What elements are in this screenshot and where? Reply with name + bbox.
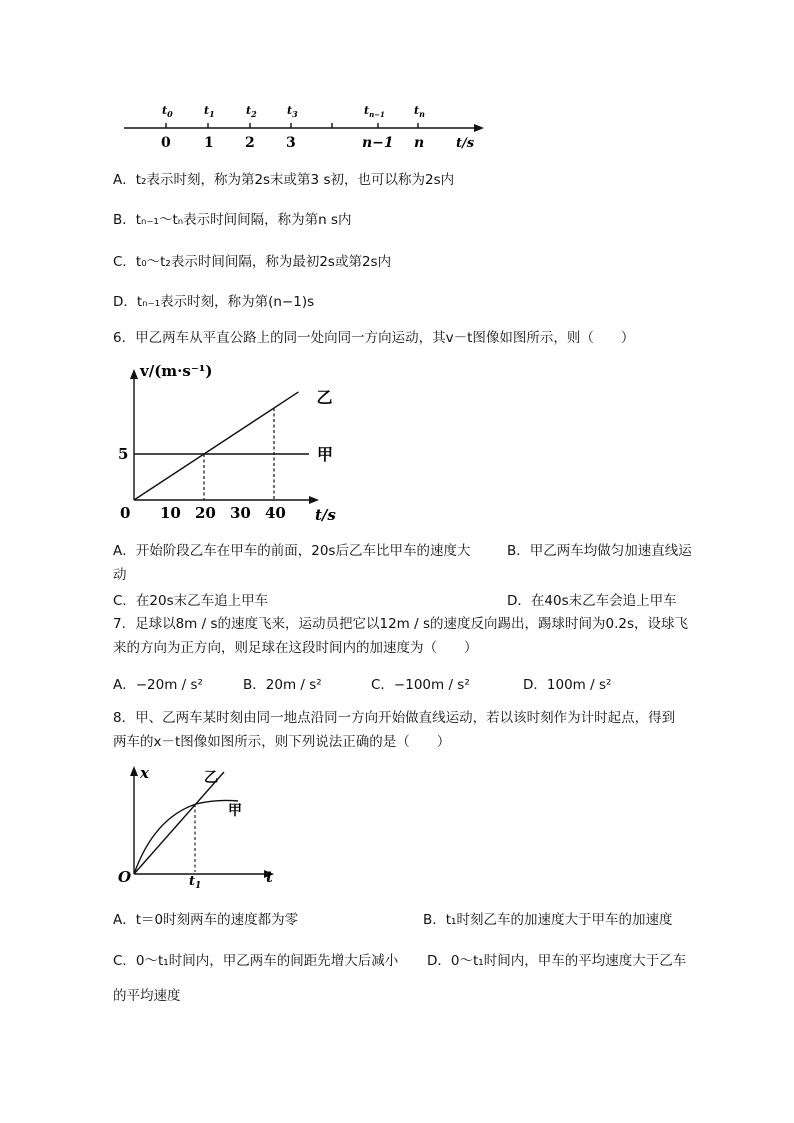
xt-label-yi: 乙 xyxy=(204,770,218,786)
vt-x-arrow xyxy=(309,496,319,504)
xt-curve-jia xyxy=(134,800,238,874)
timeline-arrow xyxy=(474,124,484,132)
q5-option-a: A．t₂表示时刻，称为第2s末或第3 s初，也可以称为2s内 xyxy=(113,172,455,188)
q8-option-d-line1: D．0～t₁时间内，甲车的平均速度大于乙车 xyxy=(427,953,687,969)
timeline-top-label: $t_n$ xyxy=(414,104,425,119)
q5-option-c: C．t₀～t₂表示时间间隔，称为最初2s或第2s内 xyxy=(113,254,392,270)
xt-origin-label: O xyxy=(118,868,132,886)
q8-option-a: A．t＝0时刻两车的速度都为零 xyxy=(113,912,299,928)
q7-stem-line2: 来的方向为正方向，则足球在这段时间内的加速度为（ ） xyxy=(113,640,478,656)
vt-y-tick-label: 5 xyxy=(118,445,129,463)
q6-option-d: D．在40s末乙车会追上甲车 xyxy=(507,593,677,609)
timeline-top-label: $t_0$ xyxy=(162,104,173,119)
q6-option-b-line2: 动 xyxy=(113,567,127,583)
q5-option-d: D．tₙ₋₁表示时刻，称为第(n−1)s xyxy=(113,294,315,310)
timeline-bottom-label: 3 xyxy=(286,135,296,151)
q7-option-a: A．−20m / s² xyxy=(113,677,203,693)
timeline-bottom-label: n xyxy=(414,135,425,151)
vt-x-tick-label: 40 xyxy=(265,504,286,522)
xt-y-label: x xyxy=(140,764,149,782)
xt-label-jia: 甲 xyxy=(228,803,242,819)
vt-x-tick-label: 0 xyxy=(120,504,131,522)
vt-y-label: v/(m·s⁻¹) xyxy=(140,362,213,380)
q7-option-b: B．20m / s² xyxy=(243,677,322,693)
xt-line-yi xyxy=(134,772,224,874)
q6-option-c: C．在20s末乙车追上甲车 xyxy=(113,593,269,609)
q8-stem-line1: 8．甲、乙两车某时刻由同一地点沿同一方向开始做直线运动，若以该时刻作为计时起点，得到 xyxy=(113,710,676,726)
xt-chart xyxy=(112,760,282,888)
timeline-top-label: $t_{n-1}$ xyxy=(364,104,385,119)
q7-option-d: D．100m / s² xyxy=(523,677,612,693)
q6-option-b-line1: B．甲乙两车均做匀加速直线运 xyxy=(507,543,692,559)
q8-option-c: C．0～t₁时间内，甲乙两车的间距先增大后减小 xyxy=(113,953,399,969)
q7-option-c: C．−100m / s² xyxy=(371,677,470,693)
vt-x-label: t/s xyxy=(315,506,336,524)
timeline-top-label: $t_1$ xyxy=(204,104,215,119)
q6-option-a: A．开始阶段乙车在甲车的前面，20s后乙车比甲车的速度大 xyxy=(113,543,471,559)
timeline-figure xyxy=(118,96,488,154)
timeline-top-label: $t_3$ xyxy=(287,104,298,119)
q7-stem-line1: 7．足球以8m / s的速度飞来，运动员把它以12m / s的速度反向踢出，踢球时间为0.2s，设球飞 xyxy=(113,616,688,632)
timeline-bottom-label: 1 xyxy=(204,135,214,151)
vt-x-tick-label: 10 xyxy=(160,504,181,522)
vt-x-tick-label: 20 xyxy=(195,504,216,522)
vt-chart xyxy=(112,360,342,528)
vt-label-yi: 乙 xyxy=(316,387,333,407)
vt-y-arrow xyxy=(130,369,138,379)
xt-tick-t1: $t_1$ xyxy=(189,874,202,888)
timeline-bottom-label: n−1 xyxy=(362,135,394,151)
timeline-axis-label: t/s xyxy=(456,136,475,151)
q6-stem: 6．甲乙两车从平直公路上的同一处向同一方向运动，其v－t图像如图所示，则（ ） xyxy=(113,330,635,346)
q8-stem-line2: 两车的x－t图像如图所示，则下列说法正确的是（ ） xyxy=(113,734,451,750)
timeline-bottom-label: 2 xyxy=(245,135,255,151)
xt-y-arrow xyxy=(130,766,138,776)
q8-option-b: B．t₁时刻乙车的加速度大于甲车的加速度 xyxy=(423,912,673,928)
vt-x-tick-label: 30 xyxy=(230,504,251,522)
vt-label-jia: 甲 xyxy=(317,445,334,464)
timeline-bottom-label: 0 xyxy=(161,135,171,151)
q5-option-b: B．tₙ₋₁～tₙ表示时间间隔，称为第n s内 xyxy=(113,212,352,228)
q8-option-d-line2: 的平均速度 xyxy=(113,988,181,1004)
timeline-top-label: $t_2$ xyxy=(246,104,257,119)
xt-x-label: t xyxy=(266,868,273,886)
